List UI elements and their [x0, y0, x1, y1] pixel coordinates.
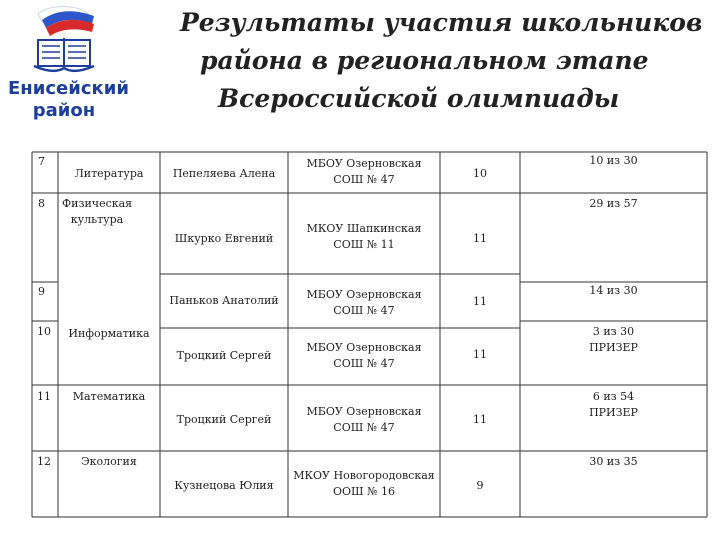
- participant-name: Троцкий Сергей: [176, 413, 272, 426]
- grade-cell: 11: [473, 413, 487, 426]
- logo-line-2: район: [32, 100, 96, 121]
- subject-cell: Информатика: [68, 327, 150, 340]
- status-badge: ПРИЗЕР: [589, 341, 638, 354]
- school-cell: МБОУ Озерновская СОШ № 47: [306, 288, 422, 317]
- grade-cell: 11: [473, 295, 487, 308]
- page-title-line-3: Всероссийской олимпиады: [218, 84, 620, 113]
- row-number: 9: [38, 285, 45, 298]
- grade-cell: 9: [476, 479, 484, 492]
- grade-cell: 11: [473, 232, 487, 245]
- school-cell: МКОУ Шапкинская СОШ № 11: [306, 222, 422, 251]
- participant-name: Пепеляева Алена: [172, 167, 276, 180]
- logo-line-1: Енисейский: [8, 78, 129, 99]
- result-cell: 3 из 30: [592, 325, 635, 338]
- result-cell: 30 из 35: [589, 455, 638, 468]
- row-number: 8: [38, 197, 45, 210]
- row-number: 11: [37, 390, 51, 403]
- subject-cell: Математика: [72, 390, 146, 403]
- result-cell: 29 из 57: [589, 197, 638, 210]
- subject-cell: Физическая культура: [62, 197, 133, 226]
- result-cell: 14 из 30: [589, 284, 638, 297]
- school-cell: МБОУ Озерновская СОШ № 47: [306, 157, 422, 186]
- school-cell: МКОУ Новогородовская ООШ № 16: [293, 469, 435, 498]
- participant-name: Паньков Анатолий: [169, 294, 279, 307]
- grade-cell: 10: [473, 167, 487, 180]
- result-cell: 10 из 30: [589, 154, 638, 167]
- grade-cell: 11: [473, 348, 487, 361]
- subject-cell: Литература: [74, 167, 144, 180]
- row-number: 12: [37, 455, 51, 468]
- page-title-line-2: района в региональном этапе: [200, 46, 649, 75]
- school-cell: МБОУ Озерновская СОШ № 47: [306, 341, 422, 370]
- row-number: 7: [38, 155, 45, 168]
- page-title-line-1: Результаты участия школьников: [180, 8, 703, 37]
- row-number: 10: [37, 325, 51, 338]
- participant-name: Шкурко Евгений: [174, 232, 274, 245]
- participant-name: Кузнецова Юлия: [174, 479, 274, 492]
- subject-cell: Экология: [81, 455, 137, 468]
- school-cell: МБОУ Озерновская СОШ № 47: [306, 405, 422, 434]
- participant-name: Троцкий Сергей: [176, 349, 272, 362]
- result-cell: 6 из 54: [592, 390, 635, 403]
- status-badge: ПРИЗЕР: [589, 406, 638, 419]
